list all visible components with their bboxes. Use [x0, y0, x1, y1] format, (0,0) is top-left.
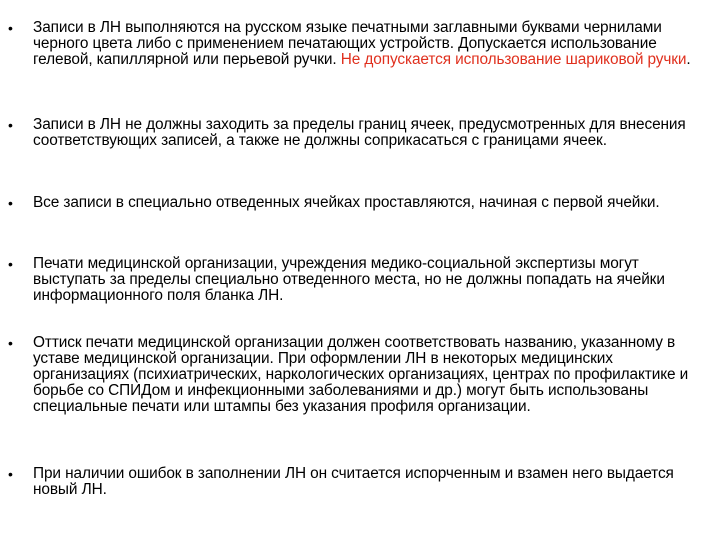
bullet-icon: •	[8, 256, 13, 272]
bullet-icon: •	[8, 335, 13, 351]
bullet-icon: •	[8, 20, 13, 36]
bullet-icon: •	[8, 195, 13, 211]
list-item-text: Записи в ЛН не должны заходить за пределы границ ячеек, предусмотренных для внесения соответствующих записей, а также не должны соприкасаться с границами ячеек.	[33, 116, 686, 149]
list-item-text-suffix: .	[686, 51, 691, 68]
list-item-text: Оттиск печати медицинской организации должен соответствовать названию, указанному в уставе медицинской организации. При оформлении ЛН в некоторых медицинских организациях (психиатрических, наркологических организациях, центрах по профилактике и борьбе со СПИДом и инфекционными заболеваниями и др.) могут быть использованы специальные печати или штампы без указания профиля организации.	[33, 334, 689, 415]
list-item-text: При наличии ошибок в заполнении ЛН он считается испорченным и взамен него выдается новый ЛН.	[33, 465, 674, 498]
bullet-icon: •	[8, 117, 13, 133]
list-item-text: Печати медицинской организации, учреждения медико-социальной экспертизы могут выступать за пределы специально отведенного места, но не должны попадать на ячейки информационного поля бланка ЛН.	[33, 255, 665, 304]
list-item-text-main: Записи в ЛН выполняются на русском языке печатными заглавными буквами чернилами черного цвета либо с применением печатающих устройств. Допускается использование гелевой, капиллярной или перьевой ручки.	[33, 19, 662, 68]
list-item-warning: Не допускается использование шариковой ручки	[340, 51, 687, 68]
list-item-text: Все записи в специально отведенных ячейках проставляются, начиная с первой ячейки.	[33, 194, 660, 211]
list-item-text	[33, 20, 708, 68]
bullet-icon: •	[8, 466, 13, 482]
